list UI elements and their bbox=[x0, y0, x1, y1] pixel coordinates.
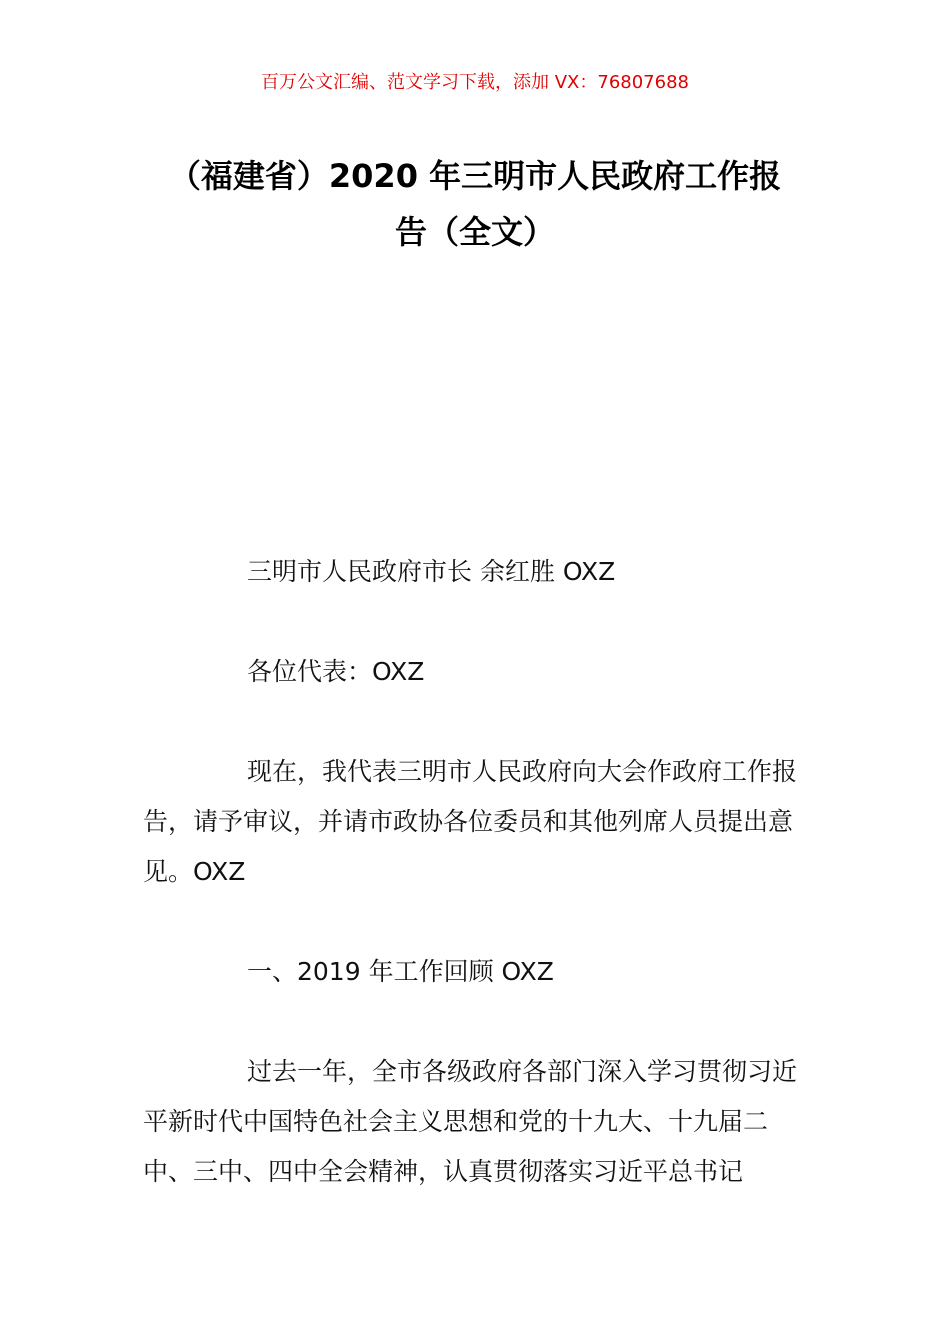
header-note: 百万公文汇编、范文学习下载，添加 VX：76807688 bbox=[261, 72, 689, 93]
title-line-2: 告（全文） bbox=[394, 213, 555, 251]
review-paragraph: 过去一年，全市各级政府各部门深入学习贯彻习近平新时代中国特色社会主义思想和党的十九大、十九届二中、三中、四中全会精神，认真贯彻落实习近平总书记 bbox=[143, 1057, 798, 1186]
author-line: 三明市人民政府市长 余红胜 OXZ bbox=[247, 557, 616, 586]
document-title bbox=[140, 148, 810, 260]
title-line-1: （福建省）2020 年三明市人民政府工作报 bbox=[168, 157, 782, 195]
salutation: 各位代表：OXZ bbox=[247, 657, 425, 686]
intro-paragraph: 现在，我代表三明市人民政府向大会作政府工作报告，请予审议，并请市政协各位委员和其他列席人员提出意见。OXZ bbox=[143, 757, 798, 886]
section-heading: 一、2019 年工作回顾 OXZ bbox=[247, 957, 554, 986]
